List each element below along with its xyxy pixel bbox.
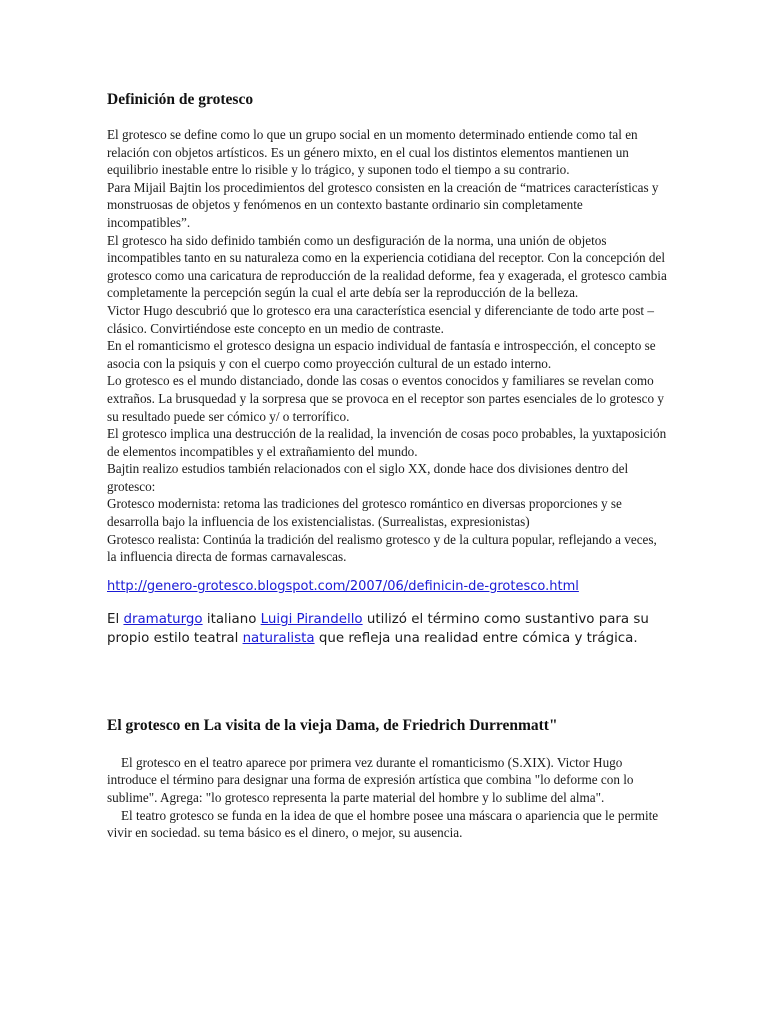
document-content xyxy=(107,90,667,842)
paragraph: Lo grotesco es el mundo distanciado, donde las cosas o eventos conocidos y familiares se revelan como extraños. La brusquedad y la sorpresa que se provoca en el receptor son partes esenciales de lo grotesco y su resultado puede ser cómico y/ o terrorífico. xyxy=(107,373,664,424)
link-dramaturgo[interactable]: dramaturgo xyxy=(123,611,203,627)
text-fragment: que refleja una realidad entre cómica y trágica. xyxy=(314,630,638,646)
text-fragment: utilizó el término como sustantivo para su propio estilo teatral xyxy=(107,611,649,646)
paragraph: Bajtin realizo estudios también relacionados con el siglo XX, donde hace dos divisiones dentro del grotesco: xyxy=(107,461,629,494)
paragraph: Victor Hugo descubrió que lo grotesco era una característica esencial y diferenciante de todo arte post – clásico. Convirtiéndose este concepto en un medio de contraste. xyxy=(107,302,654,336)
source-link[interactable]: http://genero-grotesco.blogspot.com/2007/06/definicin-de-grotesco.html xyxy=(107,578,579,594)
paragraph: Para Mijail Bajtin los procedimientos del grotesco consisten en la creación de “matrices características y monstruosas de objetos y fenómenos en un contexto bastante ordinario sin completamente incompatibles”. xyxy=(107,179,659,230)
paragraph: El grotesco se define como lo que un grupo social en un momento determinado entiende como tal en relación con objetos artísticos. Es un género mixto, en el cual los distintos elementos mantienen un equilibrio inestable entre lo risible y lo trágico, y suponen todo el tiempo a su contrario. xyxy=(107,127,638,178)
paragraph: El grotesco implica una destrucción de la realidad, la invención de cosas poco probables, la yuxtaposición de elementos incompatibles y el extrañamiento del mundo. xyxy=(107,426,667,459)
link-naturalista[interactable]: naturalista xyxy=(242,630,315,646)
paragraph: Grotesco realista: Continúa la tradición del realismo grotesco y de la cultura popular, reflejando a veces, la influencia directa de formas carnavalescas. xyxy=(107,531,657,565)
paragraph: El teatro grotesco se funda en la idea de que el hombre posee una máscara o apariencia que le permite vivir en sociedad. su tema básico es el dinero, o mejor, su ausencia. xyxy=(107,807,659,841)
paragraph: El grotesco en el teatro aparece por primera vez durante el romanticismo (S.XIX). Victor Hugo introduce el término para designar una forma de expresión artística que combina "lo deforme con lo sublime". Agrega: "lo grotesco representa la parte material del hombre y lo sublime del alma". xyxy=(107,754,634,806)
paragraph: En el romanticismo el grotesco designa un espacio individual de fantasía e introspección, el concepto se asocia con la psiquis y con el cuerpo como proyección cultural de un estado interno. xyxy=(107,338,656,371)
pirandello-paragraph xyxy=(107,610,667,648)
section-visita-body xyxy=(107,754,667,842)
source-link-line xyxy=(107,578,667,596)
text-fragment: italiano xyxy=(202,611,261,627)
paragraph: Grotesco modernista: retoma las tradiciones del grotesco romántico en diversas proporciones y se desarrolla bajo la influencia de los existencialistas. (Surrealistas, expresionistas) xyxy=(107,496,622,530)
section-title-visita-vieja-dama: El grotesco en La visita de la vieja Dama, de Friedrich Durrenmatt" xyxy=(107,716,558,734)
paragraph: El grotesco ha sido definido también como un desfiguración de la norma, una unión de objetos incompatibles tanto en su naturaleza como en la experiencia cotidiana del receptor. Con la concepción del grotesco como una caricatura de reproducción de la realidad deforme, fea y exagerada, el grotesco cambia completamente la percepción según la cual el arte debía ser la reproducción de la belleza. xyxy=(107,232,667,301)
section-title-definicion: Definición de grotesco xyxy=(107,91,254,108)
section-definicion-body xyxy=(107,126,667,566)
link-luigi-pirandello[interactable]: Luigi Pirandello xyxy=(260,611,363,627)
text-fragment: El xyxy=(107,611,124,627)
